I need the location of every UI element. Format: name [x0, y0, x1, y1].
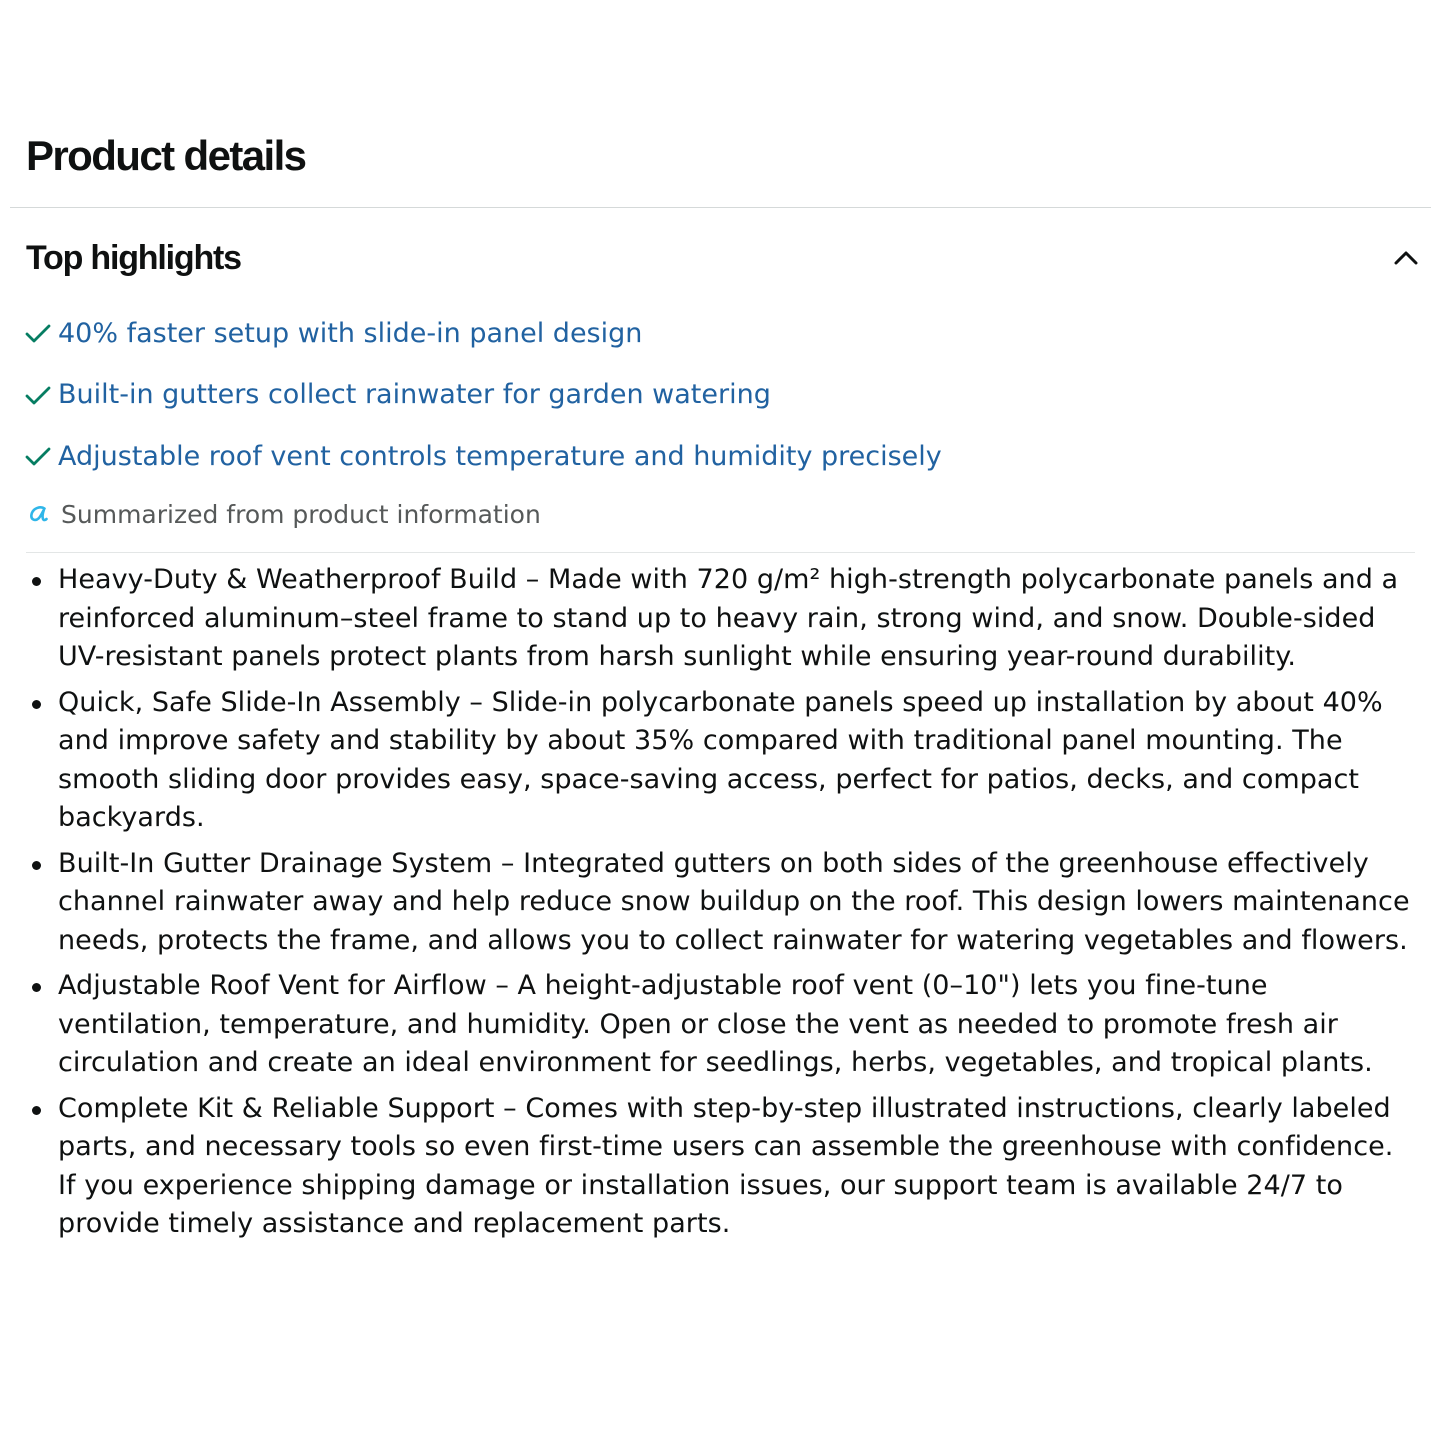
- list-item: [58, 1090, 1418, 1244]
- bullet-text: Complete Kit & Reliable Support – Comes with step-by-step illustrated instructions, clearly labeled parts, and necessary tools so even first-time users can assemble the greenhouse with confidence. If you experience shipping damage or installation issues, our support team is available 24/7 to provide timely assistance and replacement parts.: [58, 1092, 1394, 1239]
- top-highlights-header[interactable]: [26, 232, 1420, 284]
- highlights-list: [24, 308, 942, 493]
- check-icon: [24, 319, 52, 347]
- list-item: [58, 845, 1418, 961]
- check-icon: [24, 442, 52, 470]
- bullet-dot: [32, 861, 41, 870]
- bullet-text: Quick, Safe Slide-In Assembly – Slide-in polycarbonate panels speed up installation by about 40% and improve safety and stability by about 35% compared with traditional panel mounting. The smooth sliding door provides easy, space-saving access, perfect for patios, decks, and compact backyards.: [58, 686, 1383, 833]
- bullet-text: Built-In Gutter Drainage System – Integrated gutters on both sides of the greenhouse effectively channel rainwater away and help reduce snow buildup on the roof. This design lowers maintenance needs, protects the frame, and allows you to collect rainwater for watering vegetables and flowers.: [58, 847, 1410, 956]
- section-divider: [10, 207, 1431, 208]
- ai-summary-note: [26, 494, 541, 534]
- feature-bullets: [58, 561, 1418, 1251]
- bullet-dot: [32, 983, 41, 992]
- highlight-text[interactable]: Built-in gutters collect rainwater for garden watering: [58, 379, 771, 410]
- highlight-item[interactable]: [24, 431, 942, 481]
- highlight-item[interactable]: [24, 370, 942, 420]
- bullet-text: Heavy-Duty & Weatherproof Build – Made with 720 g/m² high-strength polycarbonate panels and a reinforced aluminum–steel frame to stand up to heavy rain, strong wind, and snow. Double-sided UV-resistant panels protect plants from harsh sunlight while ensuring year-round durability.: [58, 564, 1399, 672]
- bullet-dot: [32, 700, 41, 709]
- highlight-text[interactable]: Adjustable roof vent controls temperature and humidity precisely: [58, 440, 942, 472]
- list-item: [58, 561, 1418, 677]
- section-title: Top highlights: [26, 238, 241, 277]
- bullet-text: Adjustable Roof Vent for Airflow – A height-adjustable roof vent (0–10") lets you fine-tune ventilation, temperature, and humidity. Open or close the vent as needed to promote fresh air circulation and create an ideal environment for seedlings, herbs, vegetables, and tropical plants.: [58, 970, 1373, 1078]
- highlights-divider: [26, 552, 1415, 553]
- highlight-item[interactable]: [24, 308, 942, 358]
- bullet-dot: [32, 1106, 41, 1115]
- chevron-up-icon[interactable]: [1392, 244, 1420, 272]
- list-item: [58, 967, 1418, 1083]
- check-icon: [24, 381, 52, 409]
- ai-summary-icon: [26, 502, 50, 526]
- summary-text: Summarized from product information: [61, 499, 541, 529]
- highlight-text[interactable]: 40% faster setup with slide-in panel design: [58, 317, 643, 349]
- list-item: [58, 684, 1418, 838]
- page-title: Product details: [26, 132, 306, 179]
- bullet-dot: [32, 577, 41, 586]
